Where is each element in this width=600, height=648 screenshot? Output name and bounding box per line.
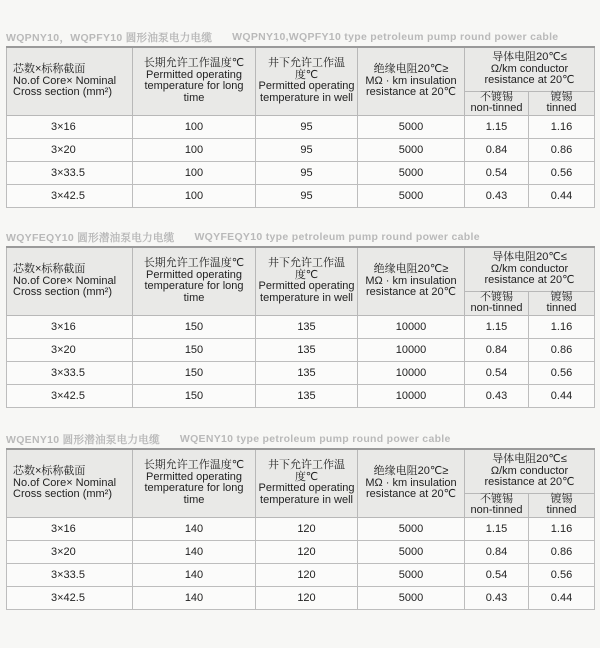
cell-cross-section: 3×20 [7,138,133,161]
table-row [7,161,595,184]
cell-temp-long-time: 150 [133,384,256,407]
cell-tinned: 0.56 [529,361,595,384]
header-temp-long-time: 长期允许工作温度℃ Permitted operating temperature for long time [133,449,256,517]
table-row [7,517,595,540]
cell-temp-long-time: 140 [133,517,256,540]
header-temp-long-time: 长期允许工作温度℃ Permitted operating temperature for long time [133,247,256,315]
cell-insulation: 5000 [358,138,465,161]
cell-cross-section: 3×33.5 [7,563,133,586]
cell-tinned: 0.56 [529,563,595,586]
header-cross-section: 芯数×标称截面 No.of Core× Nominal Cross section (mm²) [7,47,133,115]
cell-non-tinned: 0.43 [465,586,529,609]
header-insulation-resistance: 绝缘电阻20℃≥ MΩ · km insulation resistance at 20℃ [358,47,465,115]
cell-cross-section: 3×33.5 [7,361,133,384]
table-row [7,540,595,563]
cell-temp-in-well: 120 [256,517,358,540]
cell-non-tinned: 0.84 [465,540,529,563]
section-title-cn: WQYFEQY10 圆形潜油泵电力电缆 [6,231,175,244]
cell-temp-in-well: 120 [256,586,358,609]
table-row [7,115,595,138]
cell-temp-long-time: 100 [133,115,256,138]
cell-temp-in-well: 95 [256,115,358,138]
cell-temp-in-well: 135 [256,361,358,384]
cell-non-tinned: 1.15 [465,517,529,540]
cell-temp-long-time: 140 [133,540,256,563]
cell-cross-section: 3×20 [7,540,133,563]
header-cross-section: 芯数×标称截面 No.of Core× Nominal Cross section (mm²) [7,449,133,517]
cell-temp-long-time: 150 [133,361,256,384]
cell-tinned: 0.86 [529,138,595,161]
cell-insulation: 5000 [358,540,465,563]
cell-insulation: 5000 [358,586,465,609]
cell-insulation: 5000 [358,563,465,586]
cable-spec-section [6,228,594,408]
cell-cross-section: 3×16 [7,115,133,138]
section-title [6,430,594,448]
cell-insulation: 10000 [358,361,465,384]
table-row [7,138,595,161]
cell-non-tinned: 1.15 [465,115,529,138]
table-row [7,184,595,207]
cell-tinned: 0.56 [529,161,595,184]
table-row [7,361,595,384]
header-temp-in-well: 井下允许工作温度℃ Permitted operating temperature in well [256,449,358,517]
spec-table [6,448,595,610]
cell-temp-long-time: 100 [133,184,256,207]
table-row [7,563,595,586]
cell-temp-in-well: 120 [256,540,358,563]
cell-temp-in-well: 95 [256,138,358,161]
header-tinned: 镀锡 tinned [529,493,595,517]
header-temp-in-well: 井下允许工作温度℃ Permitted operating temperature in well [256,247,358,315]
cell-temp-in-well: 135 [256,338,358,361]
cell-non-tinned: 0.54 [465,361,529,384]
cell-non-tinned: 0.84 [465,138,529,161]
cable-spec-section [6,28,594,208]
cell-temp-in-well: 95 [256,161,358,184]
cell-cross-section: 3×20 [7,338,133,361]
header-insulation-resistance: 绝缘电阻20℃≥ MΩ · km insulation resistance at 20℃ [358,247,465,315]
cell-cross-section: 3×42.5 [7,184,133,207]
header-cross-section: 芯数×标称截面 No.of Core× Nominal Cross section (mm²) [7,247,133,315]
cell-temp-long-time: 140 [133,586,256,609]
cell-temp-long-time: 150 [133,315,256,338]
cell-tinned: 1.16 [529,315,595,338]
cell-insulation: 5000 [358,161,465,184]
cell-tinned: 0.44 [529,586,595,609]
cable-spec-section [6,430,594,610]
header-non-tinned: 不镀锡 non-tinned [465,291,529,315]
section-title-en: WQYFEQY10 type petroleum pump round power cable [194,231,480,243]
section-title [6,228,594,246]
cell-temp-long-time: 100 [133,161,256,184]
cell-tinned: 0.86 [529,540,595,563]
cell-non-tinned: 0.54 [465,563,529,586]
header-conductor-resistance: 导体电阻20℃≤ Ω/km conductor resistance at 20℃ [465,449,595,493]
cell-insulation: 10000 [358,338,465,361]
cell-tinned: 0.44 [529,384,595,407]
cell-insulation: 10000 [358,384,465,407]
table-row [7,586,595,609]
cell-non-tinned: 0.43 [465,384,529,407]
section-title-cn: WQENY10 圆形潜油泵电力电缆 [6,433,160,446]
cell-insulation: 5000 [358,517,465,540]
section-title-cn: WQPNY10，WQPFY10 圆形油泵电力电缆 [6,31,213,44]
section-title-en: WQENY10 type petroleum pump round power cable [179,433,451,445]
header-temp-long-time: 长期允许工作温度℃ Permitted operating temperature for long time [133,47,256,115]
cell-temp-long-time: 100 [133,138,256,161]
cell-insulation: 5000 [358,184,465,207]
spec-table [6,246,595,408]
header-non-tinned: 不镀锡 non-tinned [465,493,529,517]
cell-cross-section: 3×42.5 [7,384,133,407]
cell-tinned: 1.16 [529,517,595,540]
cell-tinned: 0.44 [529,184,595,207]
cell-tinned: 0.86 [529,338,595,361]
cell-temp-in-well: 120 [256,563,358,586]
header-tinned: 镀锡 tinned [529,91,595,115]
cell-temp-in-well: 95 [256,184,358,207]
header-conductor-resistance: 导体电阻20℃≤ Ω/km conductor resistance at 20℃ [465,47,595,91]
section-title [6,28,594,46]
cell-cross-section: 3×16 [7,315,133,338]
cell-cross-section: 3×16 [7,517,133,540]
cell-non-tinned: 0.84 [465,338,529,361]
header-non-tinned: 不镀锡 non-tinned [465,91,529,115]
cell-temp-in-well: 135 [256,315,358,338]
cell-cross-section: 3×33.5 [7,161,133,184]
table-row [7,338,595,361]
cell-temp-long-time: 140 [133,563,256,586]
cell-non-tinned: 0.54 [465,161,529,184]
cell-insulation: 5000 [358,115,465,138]
cell-temp-in-well: 135 [256,384,358,407]
cell-cross-section: 3×42.5 [7,586,133,609]
table-row [7,315,595,338]
header-temp-in-well: 井下允许工作温度℃ Permitted operating temperature in well [256,47,358,115]
cell-tinned: 1.16 [529,115,595,138]
cell-non-tinned: 0.43 [465,184,529,207]
header-tinned: 镀锡 tinned [529,291,595,315]
cell-non-tinned: 1.15 [465,315,529,338]
header-insulation-resistance: 绝缘电阻20℃≥ MΩ · km insulation resistance at 20℃ [358,449,465,517]
section-title-en: WQPNY10,WQPFY10 type petroleum pump round power cable [232,31,559,43]
header-conductor-resistance: 导体电阻20℃≤ Ω/km conductor resistance at 20℃ [465,247,595,291]
table-row [7,384,595,407]
cell-insulation: 10000 [358,315,465,338]
spec-table [6,46,595,208]
cell-temp-long-time: 150 [133,338,256,361]
